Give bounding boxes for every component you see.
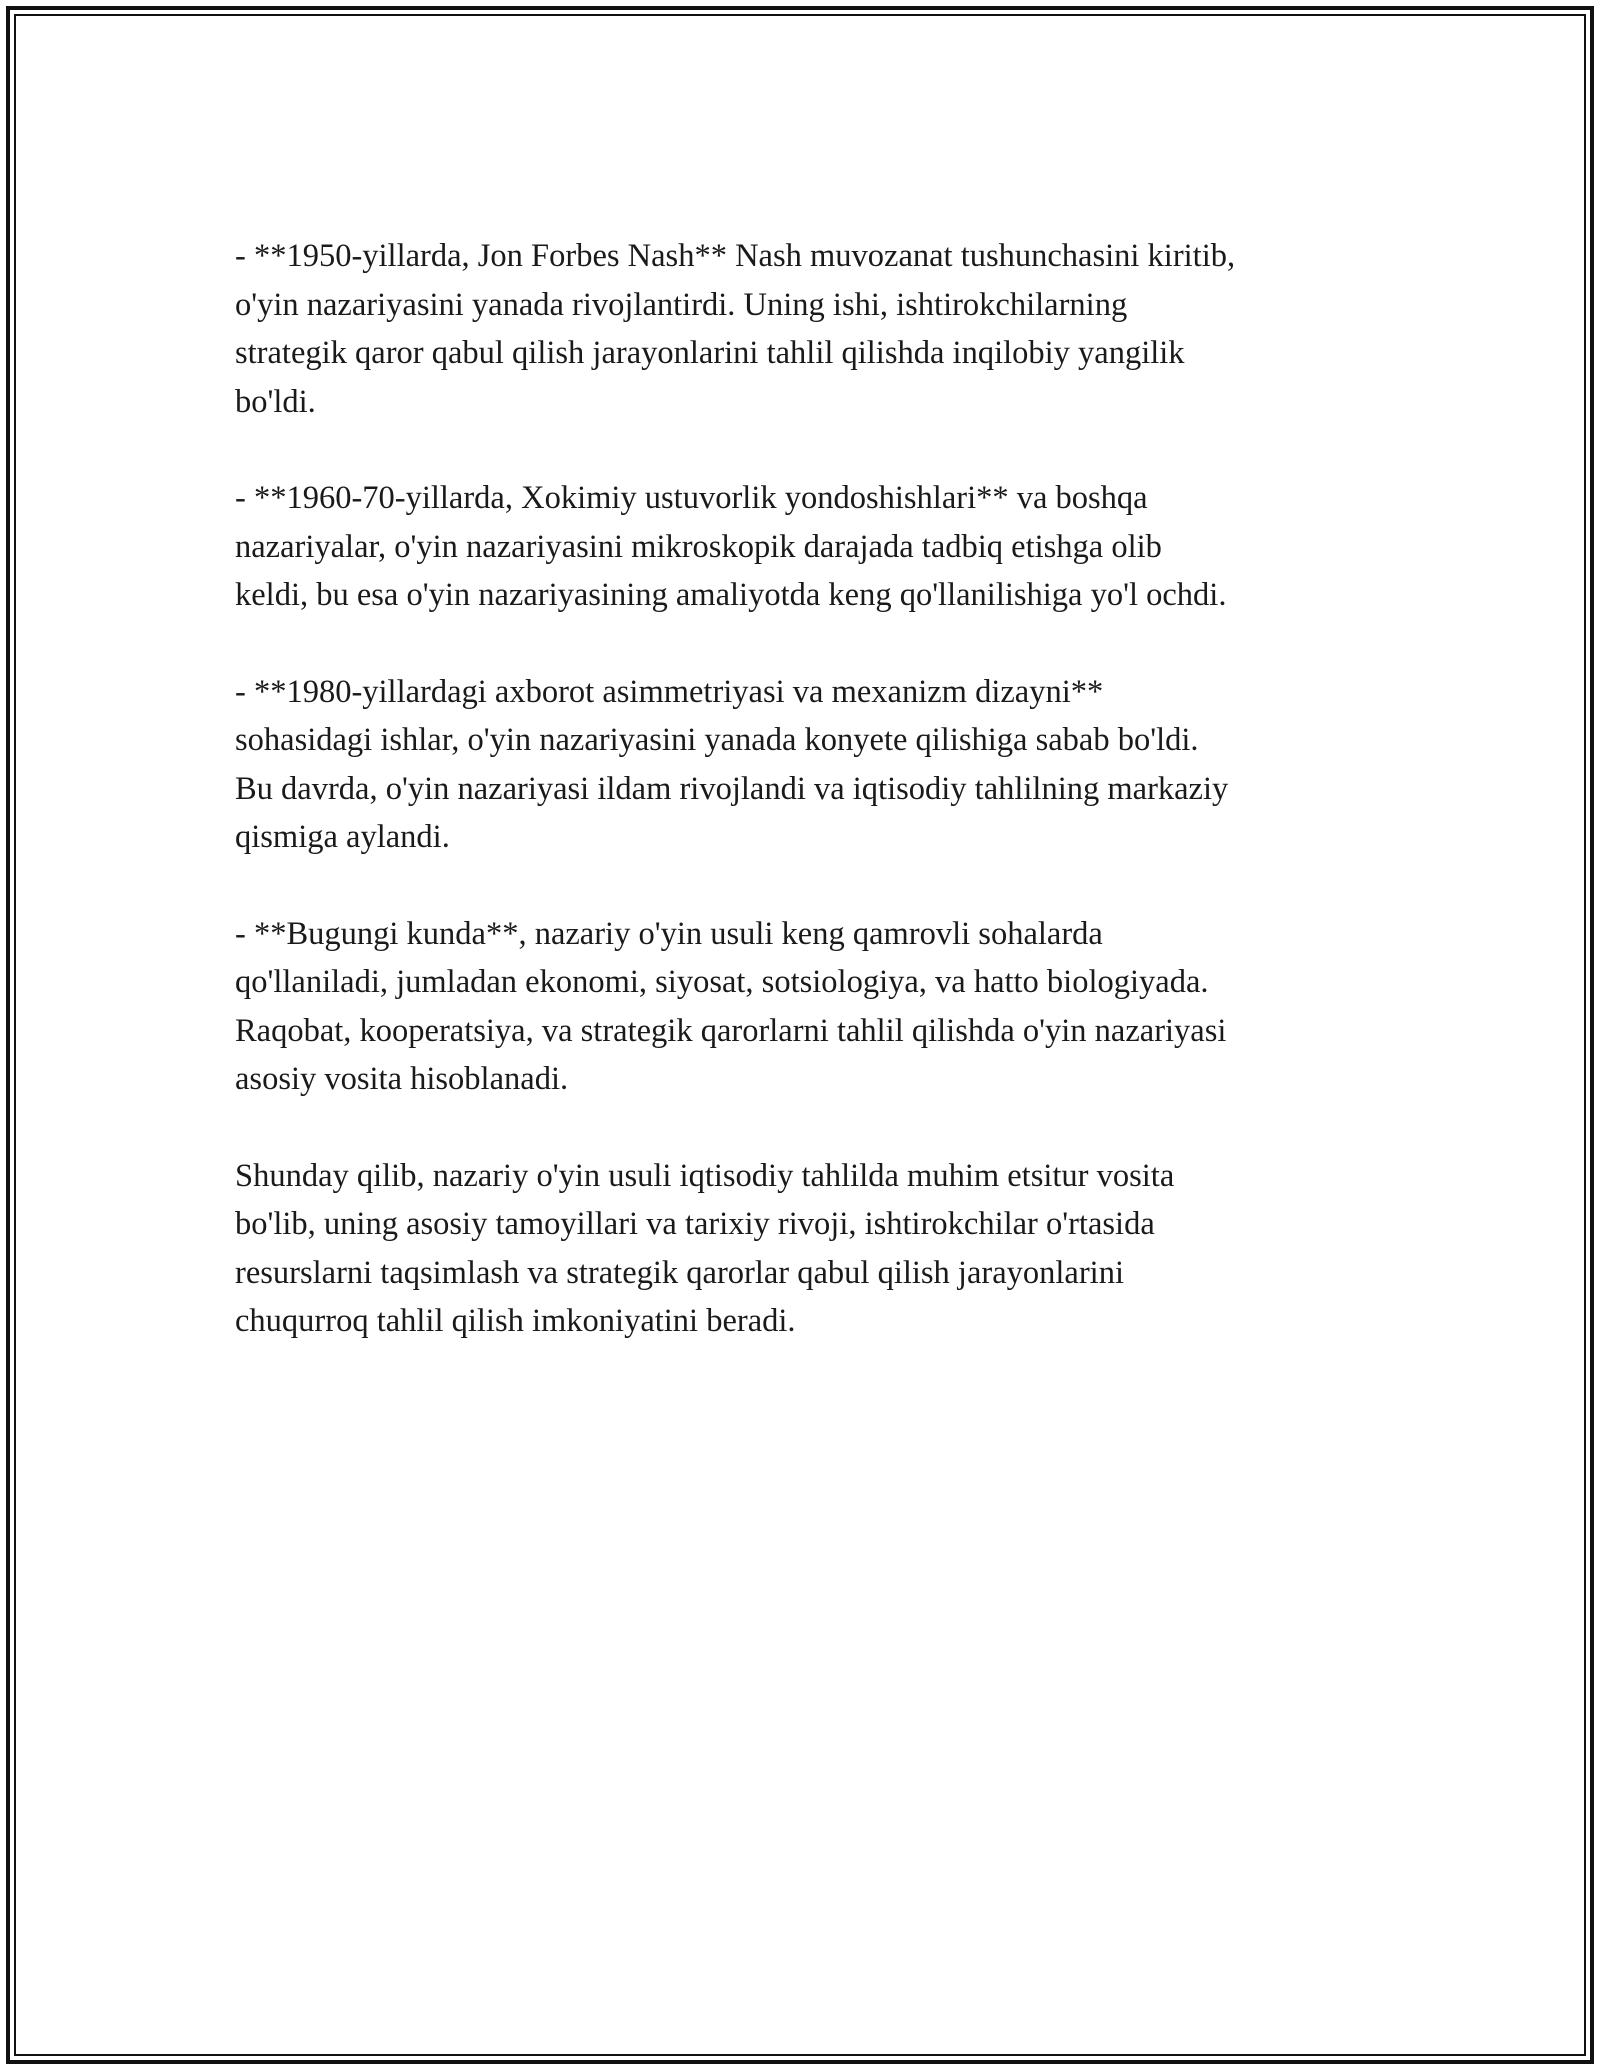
text-line: - **Bugungi kunda**, nazariy o'yin usuli keng qamrovli sohalarda [235,915,1103,952]
paragraph-1950s-nash [235,232,1375,426]
text-line: strategik qaror qabul qilish jarayonlarini tahlil qilishda inqilobiy yangilik [235,335,1185,371]
text-line: qismiga aylandi. [235,819,450,855]
text-line: chuqurroq tahlil qilish imkoniyatini beradi. [235,1303,796,1339]
text-line: Raqobat, kooperatsiya, va strategik qarorlarni tahlil qilishda o'yin nazariyasi [235,1012,1227,1049]
text-line: nazariyalar, o'yin nazariyasini mikroskopik darajada tadbiq etishga olib [235,528,1162,565]
text-line: bo'lib, uning asosiy tamoyillari va tarixiy rivoji, ishtirokchilar o'rtasida [235,1206,1155,1242]
text-line: o'yin nazariyasini yanada rivojlantirdi. Uning ishi, ishtirokchilarning [235,286,1128,323]
text-line: Shunday qilib, nazariy o'yin usuli iqtisodiy tahlilda muhim etsitur vosita [235,1157,1175,1194]
paragraph-conclusion [235,1152,1375,1346]
document-body [235,232,1375,1394]
text-line: sohasidagi ishlar, o'yin nazariyasini yanada konyete qilishiga sabab bo'ldi. [235,722,1199,758]
paragraph-1980s [235,668,1375,862]
text-line: qo'llaniladi, jumladan ekonomi, siyosat, sotsiologiya, va hatto biologiyada. [235,964,1209,1000]
paragraph-today [235,910,1375,1104]
text-line: - **1950-yillarda, Jon Forbes Nash** Nash muvozanat tushunchasini kiritib, [235,238,1236,274]
text-line: resurslarni taqsimlash va strategik qarorlar qabul qilish jarayonlarini [235,1254,1124,1291]
text-line: keldi, bu esa o'yin nazariyasining amaliyotda keng qo'llanilishiga yo'l ochdi. [235,577,1227,613]
text-line: bo'ldi. [235,383,316,420]
text-line: - **1960-70-yillarda, Xokimiy ustuvorlik yondoshishlari** va boshqa [235,480,1148,516]
text-line: asosiy vosita hisoblanadi. [235,1061,569,1097]
paragraph-1960-70s [235,474,1375,620]
text-line: - **1980-yillardagi axborot asimmetriyasi va mexanizm dizayni** [235,673,1104,710]
text-line: Bu davrda, o'yin nazariyasi ildam rivojlandi va iqtisodiy tahlilning markaziy [235,770,1229,807]
